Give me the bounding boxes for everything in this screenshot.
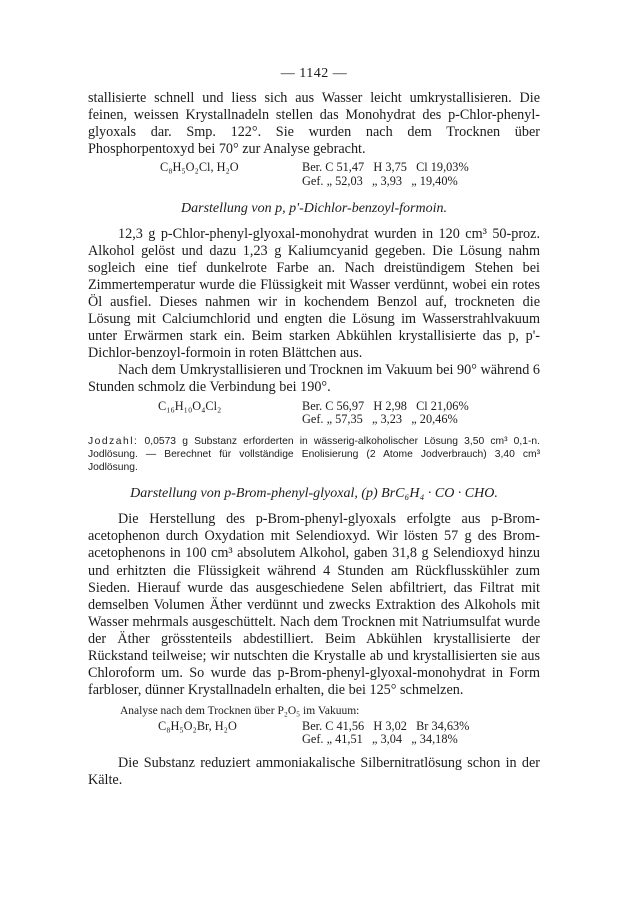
analysis-found: Gef. „ 57,35 „ 3,23 „ 20,46% xyxy=(302,412,458,427)
paragraph: Die Substanz reduziert ammoniakalische Silbernitratlösung schon in der Kälte. xyxy=(88,754,540,789)
section-heading: Darstellung von p, p'-Dichlor-benzoyl-formoin. xyxy=(181,200,447,216)
analysis-formula: C₈H₅O₂Br, H₂O xyxy=(158,718,237,733)
analysis-block-3 xyxy=(158,720,540,747)
analysis-formula: C₁₆H₁₀O₄Cl₂ xyxy=(158,398,222,413)
analysis-block-1 xyxy=(160,161,540,188)
document-page xyxy=(88,66,540,789)
section-heading: Darstellung von p-Brom-phenyl-glyoxal, (p) BrC₆H₄ · CO · CHO. xyxy=(130,486,498,502)
analysis-formula: C₈H₅O₂Cl, H₂O xyxy=(160,160,239,175)
iodine-number-text: 0,0573 g Substanz erforderten in wässerig-alkoholischer Lösung 3,50 cm³ 0,1-n. Jodlösung. — Berechnet für vollständige Enolisierung (2 Atome Jodverbrauch) 3,40 cm³ Jodlösung. xyxy=(88,435,540,474)
analysis-calculated: Ber. C 51,47 H 3,75 Cl 19,03% xyxy=(302,160,469,175)
paragraph: Nach dem Umkrystallisieren und Trocknen im Vakuum bei 90° während 6 Stunden schmolz die Verbindung bei 190°. xyxy=(88,362,540,396)
paragraph: 12,3 g p-Chlor-phenyl-glyoxal-monohydrat wurden in 120 cm³ 50-proz. Alkohol gelöst und dazu 1,23 g Kaliumcyanid gegeben. Die Lösung nahm sogleich eine tief dunkelrote Farbe an. Nach dreistündigem Stehen bei Zimmertemperatur wurde die Flüssigkeit mit Wasser verdünnt, wobei ein rotes Öl ausfiel. Dieses nahmen wir in kochendem Benzol auf, trockneten die Lösung mit Calciumchlorid und engten die Lösung im Wasserstrahlvakuum unter Erwärmen stark ein. Beim starken Abkühlen krystallisierte das p, p'-Dichlor-benzoyl-formoin in roten Blättchen aus. xyxy=(88,225,540,362)
analysis-calculated: Ber. C 56,97 H 2,98 Cl 21,06% xyxy=(302,398,469,413)
paragraph: Die Herstellung des p-Brom-phenyl-glyoxals erfolgte aus p-Brom-acetophenon durch Oxydation mit Selendioxyd. Wir lösten 57 g des Brom-acetophenons in 100 cm³ absolutem Alkohol, gaben 31,8 g Selendioxyd hinzu und erhitzten die Flüssigkeit während 4 Stunden am Rückflusskühler zum Sieden. Hierauf wurde das ausgeschiedene Selen abfiltriert, das Filtrat mit demselben Volumen Äther verdünnt und zwecks Extraktion des Alkohols mit Wasser mehrmals ausgeschüttelt. Nach dem Trocknen mit Natriumsulfat wurde der Äther grösstenteils abdestilliert. Beim Abkühlen krystallisierte der Rückstand teilweise; wir nutschten die Krystalle ab und krystallisierten sie aus Chloroform um. So wurde das p-Brom-phenyl-glyoxal-monohydrat in Form farbloser, dünner Krystallnadeln erhalten, die bei 125° schmelzen. xyxy=(88,511,540,699)
analysis-calculated: Ber. C 41,56 H 3,02 Br 34,63% xyxy=(302,718,470,733)
iodine-number-note xyxy=(88,435,540,475)
analysis-note: Analyse nach dem Trocknen über P₂O₅ im Vakuum: xyxy=(120,705,360,718)
page-number: — 1142 — xyxy=(280,66,348,81)
iodine-number-label: Jodzahl: xyxy=(88,435,139,447)
paragraph-continuation: stallisierte schnell und liess sich aus Wasser leicht umkrystallisieren. Die feinen, weissen Krystallnadeln stellen das Monohydrat des p-Chlor-phenyl-glyoxals dar. Smp. 122°. Sie wurden nach dem Trocknen über Phosphorpentoxyd bei 70° zur Analyse gebracht. xyxy=(88,90,540,158)
analysis-block-2 xyxy=(158,400,540,427)
analysis-found: Gef. „ 41,51 „ 3,04 „ 34,18% xyxy=(302,732,458,747)
analysis-found: Gef. „ 52,03 „ 3,93 „ 19,40% xyxy=(302,173,458,188)
